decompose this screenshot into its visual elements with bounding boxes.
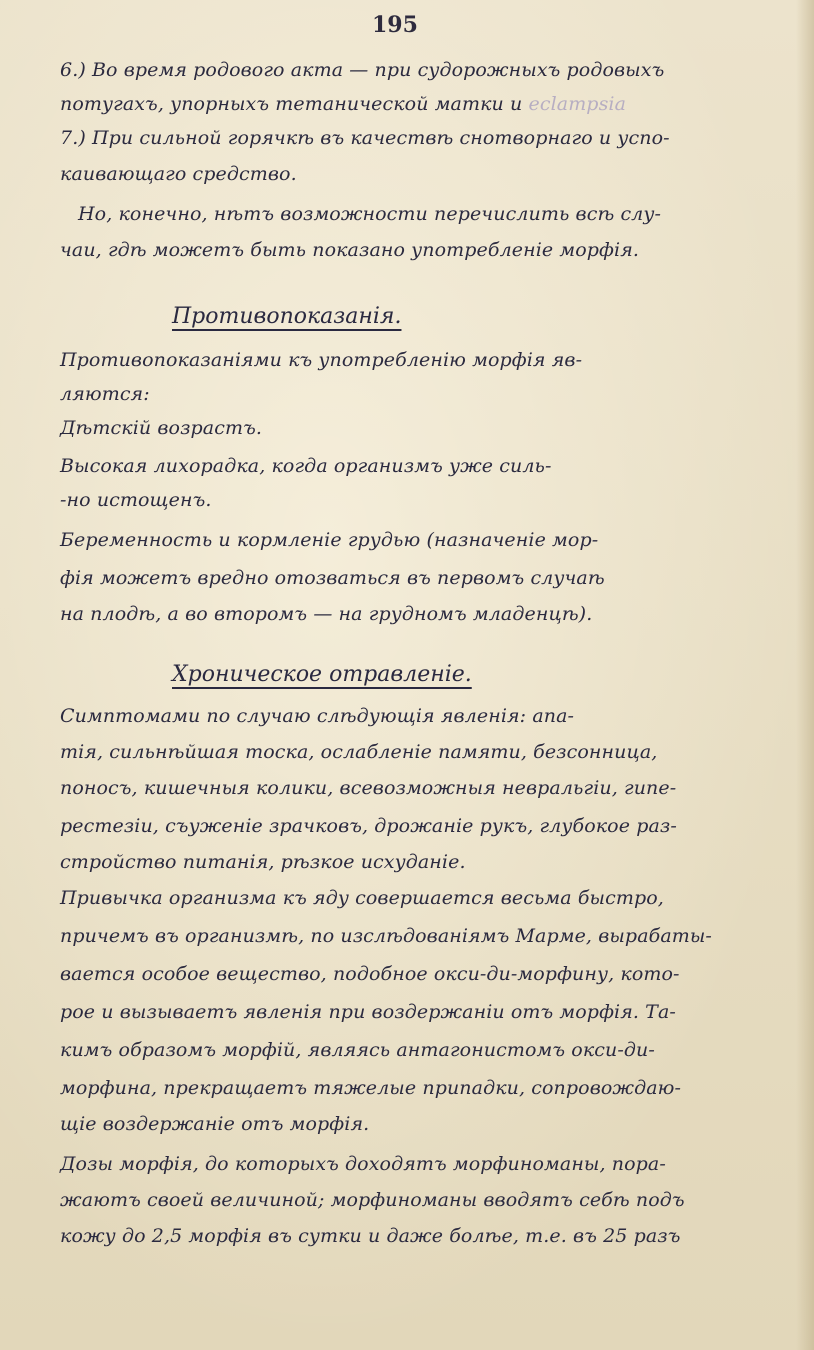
chronic-line-2: тія, сильнѣйшая тоска, ослабленіе памяти, безсонница, <box>60 741 658 763</box>
chronic-line-10: кимъ образомъ морфій, являясь антагонистомъ окси-ди- <box>60 1039 655 1061</box>
intro-line-1: 6.) Во время родового акта — при судорожныхъ родовыхъ <box>60 59 665 81</box>
intro-line-2 <box>60 90 626 118</box>
contraindications-line-2: ляются: <box>60 383 150 405</box>
chronic-line-13: Дозы морфія, до которыхъ доходятъ морфиноманы, пора- <box>60 1153 666 1175</box>
intro-line-2-annotation: eclampsia <box>528 93 627 115</box>
chronic-line-8: вается особое вещество, подобное окси-ди-морфину, кото- <box>60 963 680 985</box>
chronic-line-3: поносъ, кишечныя колики, всевозможныя невральгіи, гипе- <box>60 777 677 799</box>
contraindications-line-1: Противопоказаніями къ употребленію морфія яв- <box>60 349 583 371</box>
contraindications-heading: Противопоказанія. <box>172 304 402 329</box>
contraindications-line-8: на плодѣ, а во второмъ — на грудномъ младенцѣ). <box>60 603 593 625</box>
chronic-line-7: причемъ въ организмѣ, по изслѣдованіямъ Марме, вырабаты- <box>60 925 712 947</box>
chronic-line-4: рестезіи, съуженіе зрачковъ, дрожаніе рукъ, глубокое раз- <box>60 815 677 837</box>
chronic-line-15: кожу до 2,5 морфія въ сутки и даже болѣе, т.е. въ 25 разъ <box>60 1225 681 1247</box>
contraindications-line-7: фія можетъ вредно отозваться въ первомъ случаѣ <box>60 567 605 589</box>
contraindications-line-6: Беременность и кормленіе грудью (назначеніе мор- <box>60 529 599 551</box>
page-number: 195 <box>372 12 418 38</box>
chronic-line-11: морфина, прекращаетъ тяжелые припадки, сопровождаю- <box>60 1077 682 1099</box>
intro-line-3: 7.) При сильной горячкѣ въ качествѣ снотворнаго и успо- <box>60 127 670 149</box>
chronic-line-6: Привычка организма къ яду совершается весьма быстро, <box>60 887 664 909</box>
chronic-line-14: жаютъ своей величиной; морфиноманы вводятъ себѣ подъ <box>60 1189 685 1211</box>
intro-line-6: чаи, гдѣ можетъ быть показано употребленіе морфія. <box>60 239 640 261</box>
chronic-line-1: Симптомами по случаю слѣдующія явленія: апа- <box>60 705 575 727</box>
chronic-line-9: рое и вызываетъ явленія при воздержаніи отъ морфія. Та- <box>60 1001 676 1023</box>
chronic-line-5: стройство питанія, рѣзкое исхуданіе. <box>60 851 466 873</box>
chronic-poisoning-heading: Хроническое отравленіе. <box>172 662 472 687</box>
intro-line-2-text: потугахъ, упорныхъ тетанической матки и <box>60 93 523 115</box>
contraindications-line-3: Дѣтскій возрастъ. <box>60 417 262 439</box>
intro-line-4: каивающаго средство. <box>60 163 297 185</box>
intro-line-5: Но, конечно, нѣтъ возможности перечислить всѣ слу- <box>78 203 662 225</box>
chronic-line-12: щіе воздержаніе отъ морфія. <box>60 1113 370 1135</box>
contraindications-line-5: -но истощенъ. <box>60 489 212 511</box>
contraindications-line-4: Высокая лихорадка, когда организмъ уже силь- <box>60 455 552 477</box>
binding-edge <box>796 0 814 1350</box>
